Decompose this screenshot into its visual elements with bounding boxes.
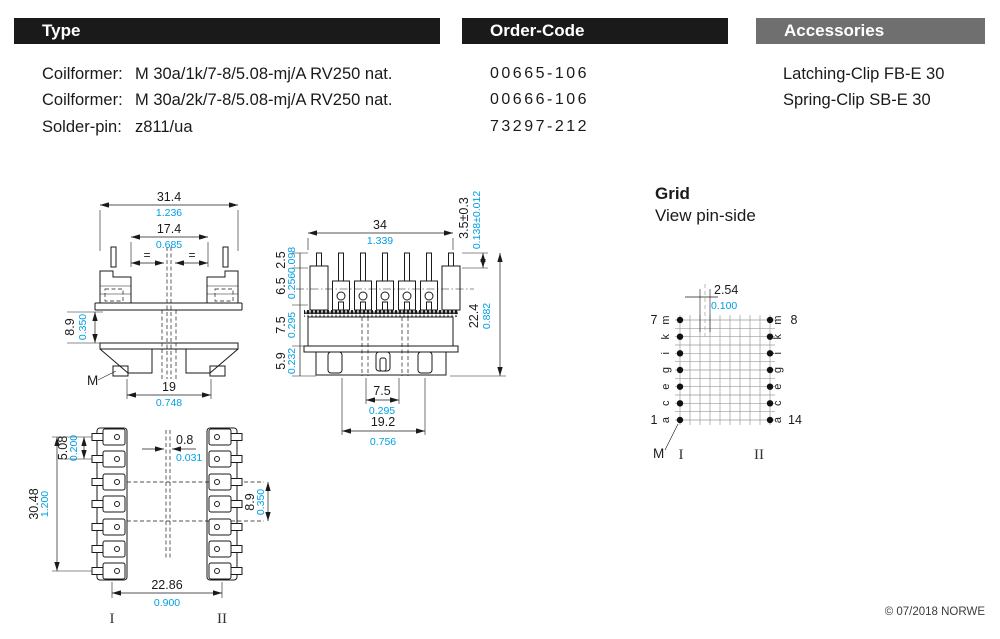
dim-base-mm: 19.2 — [370, 415, 396, 429]
order-code-3: 73297-212 — [490, 118, 590, 135]
dim-center-in: 0.295 — [368, 405, 396, 417]
dim-width-mm: 34 — [373, 218, 387, 232]
pin-number-14: 14 — [788, 413, 802, 427]
accessory-1: Latching-Clip FB-E 30 — [783, 65, 945, 83]
row-letter: c — [772, 400, 784, 407]
row-letter: e — [772, 383, 784, 390]
body — [308, 317, 453, 346]
dim-window-in: 0.350 — [255, 488, 267, 516]
dim-pin-mm: 3.5±0.3 — [457, 197, 471, 239]
center-post — [376, 352, 390, 371]
roman-numeral-one: I — [678, 447, 684, 463]
dim-total-in: 0.882 — [481, 302, 493, 330]
dim-d2-in: 0.256 — [286, 272, 298, 300]
pin-grid-diagram — [645, 282, 807, 472]
dim-d1-in: 0.098 — [286, 246, 298, 274]
dim-pitch-mm: 5.08 — [56, 435, 70, 461]
right-flange-block — [207, 271, 238, 303]
row-letter: e — [660, 383, 672, 390]
pitch-dimension — [685, 283, 738, 338]
type-row-2-value: M 30a/2k/7-8/5.08-mj/A RV250 nat. — [135, 91, 393, 109]
dim-total-mm: 22.4 — [467, 303, 481, 329]
mounting-flange — [100, 343, 238, 349]
row-letter: k — [772, 333, 784, 340]
pin-number-7: 7 — [650, 313, 658, 327]
left-foot — [100, 349, 152, 373]
dim-pin-in: 0.138±0.012 — [471, 190, 483, 250]
pin-number-1: 1 — [650, 413, 658, 427]
bottom-tab — [418, 352, 432, 373]
solder-pins — [310, 253, 460, 310]
dim-slot-in: 0.031 — [176, 452, 203, 464]
grid-row-letters-right — [772, 315, 784, 423]
ext-lines — [700, 289, 710, 332]
dim-height-in: 1.200 — [39, 490, 51, 518]
dim-outer-mm: 31.4 — [156, 190, 182, 204]
dim-d3-in: 0.295 — [286, 311, 298, 339]
row-letter: i — [772, 352, 784, 355]
roman-numeral-two: II — [217, 611, 227, 627]
fork-pin — [333, 281, 350, 310]
bottom-part — [92, 428, 264, 580]
grid-section-title: Grid — [655, 184, 690, 203]
serration — [304, 310, 458, 317]
row-letter: g — [660, 366, 672, 374]
dim-flange-in: 0.350 — [77, 313, 89, 341]
flange-detail-lines — [100, 286, 238, 294]
dim-span-in: 0.900 — [153, 597, 181, 609]
dim-d1-mm: 2.5 — [274, 251, 288, 269]
fork-pin — [399, 281, 416, 310]
order-code-header-label: Order-Code — [490, 21, 585, 40]
pin-side-view-drawing — [27, 402, 310, 634]
dim-center-mm: 7.5 — [373, 384, 391, 398]
row-letter: g — [772, 366, 784, 374]
type-header-bar — [14, 18, 440, 44]
dim-span-mm: 22.86 — [151, 578, 183, 592]
accessories-header-label: Accessories — [784, 21, 885, 40]
accessories-header-bar — [756, 18, 985, 44]
row-letter: a — [660, 416, 672, 424]
m-leader-line — [665, 424, 678, 450]
left-flange-block — [100, 271, 131, 303]
row-letter: a — [772, 416, 784, 424]
hidden-detail — [215, 289, 233, 301]
fork-pin — [421, 281, 438, 310]
type-header-label: Type — [42, 21, 81, 40]
front-view-drawing — [55, 183, 285, 411]
flange-plate — [304, 346, 458, 352]
dim-pitch-in: 0.200 — [68, 434, 80, 462]
center-hidden-lines — [162, 247, 176, 379]
side-view-drawing — [274, 188, 523, 450]
row-letter: m — [660, 315, 672, 325]
dim-width-in: 1.339 — [366, 235, 394, 247]
type-row-1-value: M 30a/1k/7-8/5.08-mj/A RV250 nat. — [135, 65, 393, 83]
dim-d2-mm: 6.5 — [274, 277, 288, 295]
row-letter: c — [660, 400, 672, 407]
dim-base-mm: 19 — [162, 380, 176, 394]
grid-row-letters-left — [660, 315, 672, 423]
end-pin-body — [310, 266, 328, 310]
dim-d3-mm: 7.5 — [274, 316, 288, 334]
pin-post — [111, 247, 116, 267]
dim-window-mm: 8.9 — [243, 493, 257, 511]
dim-inner-mm: 17.4 — [156, 222, 182, 236]
type-row-3-value: z811/ua — [135, 118, 193, 136]
equal-mark-left: = — [143, 248, 151, 262]
ext-lines — [462, 253, 488, 268]
center-slot-hidden — [166, 430, 170, 560]
row-letter: m — [772, 315, 784, 325]
m-label: M — [653, 446, 665, 461]
grid-pitch-mm: 2.54 — [714, 283, 739, 297]
type-row-1-label: Coilformer: — [42, 65, 123, 83]
dim-inner-in: 0.685 — [155, 239, 183, 251]
roman-numeral-one: I — [109, 611, 115, 627]
grid-section-subtitle: View pin-side — [655, 206, 756, 225]
bottom-tab — [328, 352, 342, 373]
end-pin-body — [442, 266, 460, 310]
dim-d4-mm: 5.9 — [274, 352, 288, 370]
type-row-2-label: Coilformer: — [42, 91, 123, 109]
pin-number-8: 8 — [790, 313, 798, 327]
order-code-1: 00665-106 — [490, 65, 590, 82]
roman-numeral-two: II — [754, 447, 764, 463]
right-foot — [186, 349, 238, 373]
grid-lines — [675, 315, 775, 425]
dim-flange-mm: 8.9 — [63, 318, 77, 336]
fork-pin — [377, 281, 394, 310]
dim-d4-in: 0.232 — [286, 347, 298, 375]
side-part — [296, 253, 474, 376]
row-letter: k — [660, 333, 672, 340]
dim-height-mm: 30.48 — [27, 488, 41, 520]
grid-pitch-in: 0.100 — [711, 300, 738, 312]
copyright-notice: © 07/2018 NORWE — [884, 606, 985, 618]
type-row-3-label: Solder-pin: — [42, 118, 122, 136]
dim-slot-mm: 0.8 — [176, 433, 194, 447]
pin-post — [223, 247, 228, 267]
front-part — [95, 247, 242, 379]
dim-outer-in: 1.236 — [155, 207, 183, 219]
m-label: M — [87, 373, 99, 388]
order-code-header-bar — [462, 18, 728, 44]
bottom-section — [316, 352, 446, 375]
dim-base-in: 0.748 — [155, 397, 183, 409]
order-code-2: 00666-106 — [490, 91, 590, 108]
center-post-slot — [380, 358, 386, 371]
accessory-2: Spring-Clip SB-E 30 — [783, 91, 931, 109]
fork-pin — [355, 281, 372, 310]
dim-base-in: 0.756 — [369, 436, 397, 448]
hidden-detail — [105, 289, 123, 301]
upper-flange — [95, 303, 242, 310]
row-letter: i — [660, 352, 672, 355]
equal-mark-right: = — [188, 248, 196, 262]
